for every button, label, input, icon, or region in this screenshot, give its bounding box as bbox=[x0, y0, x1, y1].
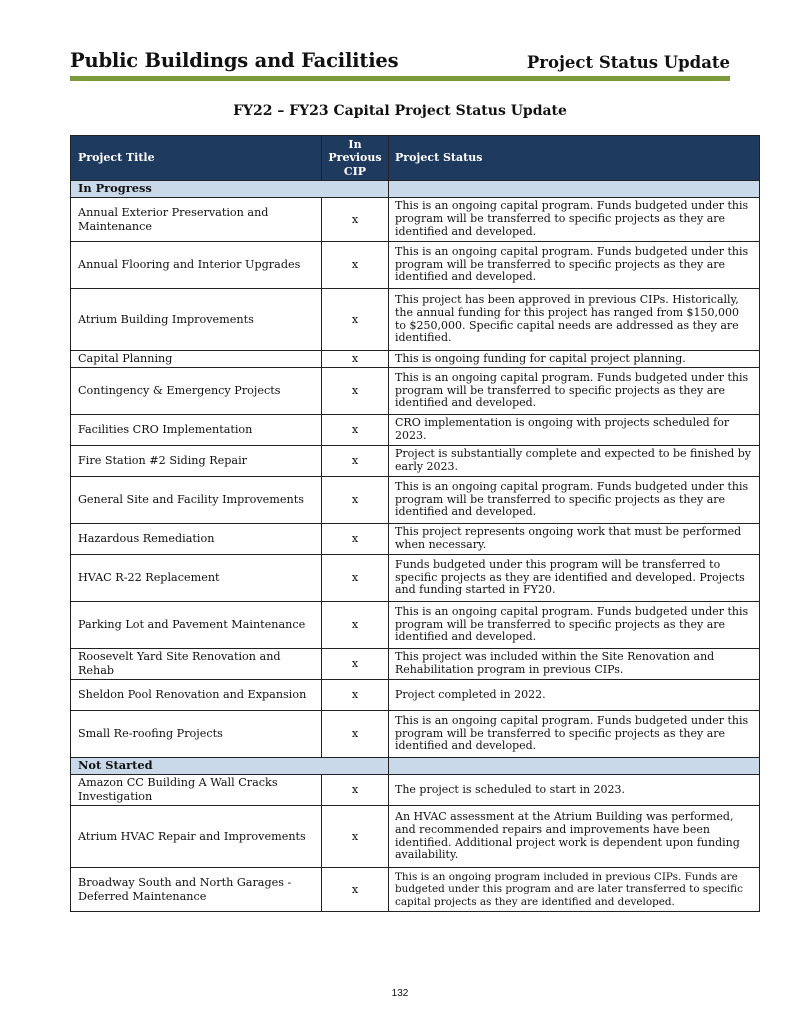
previous-cip-cell: x bbox=[322, 524, 389, 555]
project-title-cell: HVAC R-22 Replacement bbox=[71, 555, 322, 602]
project-status-cell: This is an ongoing capital program. Funds budgeted under this program will be transferred to specific projects as they are identified and developed. bbox=[389, 368, 760, 415]
project-title-cell: Annual Exterior Preservation and Maintenance bbox=[71, 198, 322, 242]
previous-cip-cell: x bbox=[322, 680, 389, 711]
column-header-project-title: Project Title bbox=[71, 136, 322, 181]
table-header-row bbox=[71, 136, 760, 181]
project-title-cell: Fire Station #2 Siding Repair bbox=[71, 446, 322, 477]
table-row bbox=[71, 477, 760, 524]
previous-cip-cell: x bbox=[322, 602, 389, 649]
table-row bbox=[71, 868, 760, 912]
project-status-cell: Project is substantially complete and expected to be finished by early 2023. bbox=[389, 446, 760, 477]
table-row bbox=[71, 649, 760, 680]
project-title-cell: Parking Lot and Pavement Maintenance bbox=[71, 602, 322, 649]
table-row bbox=[71, 368, 760, 415]
project-status-cell: Project completed in 2022. bbox=[389, 680, 760, 711]
previous-cip-cell: x bbox=[322, 351, 389, 368]
project-title-cell: Atrium HVAC Repair and Improvements bbox=[71, 806, 322, 868]
project-status-cell: An HVAC assessment at the Atrium Building was performed, and recommended repairs and improvements have been identified. Additional project work is dependent upon funding availability. bbox=[389, 806, 760, 868]
table-row bbox=[71, 555, 760, 602]
section-title: Public Buildings and Facilities bbox=[70, 49, 399, 72]
previous-cip-cell: x bbox=[322, 775, 389, 806]
project-status-cell: Funds budgeted under this program will be transferred to specific projects as they are identified and developed. Projects and funding started in FY20. bbox=[389, 555, 760, 602]
project-status-cell: This is an ongoing capital program. Funds budgeted under this program will be transferred to specific projects as they are identified and developed. bbox=[389, 602, 760, 649]
project-title-cell: Broadway South and North Garages - Deferred Maintenance bbox=[71, 868, 322, 912]
column-header-prev-line: In bbox=[348, 137, 362, 151]
previous-cip-cell: x bbox=[322, 555, 389, 602]
project-title-cell: Roosevelt Yard Site Renovation and Rehab bbox=[71, 649, 322, 680]
table-row bbox=[71, 242, 760, 289]
project-title-cell: Contingency & Emergency Projects bbox=[71, 368, 322, 415]
project-status-cell: This is an ongoing capital program. Funds budgeted under this program will be transferred to specific projects as they are identified and developed. bbox=[389, 711, 760, 758]
table-row bbox=[71, 602, 760, 649]
project-status-cell: The project is scheduled to start in 2023. bbox=[389, 775, 760, 806]
table-row bbox=[71, 775, 760, 806]
project-status-cell: This project was included within the Site Renovation and Rehabilitation program in previous CIPs. bbox=[389, 649, 760, 680]
section-label: In Progress bbox=[71, 181, 389, 198]
column-header-prev-line: Previous bbox=[328, 151, 382, 165]
section-row-not-started bbox=[71, 758, 760, 775]
table-row bbox=[71, 806, 760, 868]
table-row bbox=[71, 680, 760, 711]
table-row bbox=[71, 289, 760, 351]
project-title-cell: Capital Planning bbox=[71, 351, 322, 368]
table-row bbox=[71, 524, 760, 555]
section-row-in-progress bbox=[71, 181, 760, 198]
project-title-cell: Facilities CRO Implementation bbox=[71, 415, 322, 446]
project-status-cell: This is an ongoing capital program. Funds budgeted under this program will be transferred to specific projects as they are identified and developed. bbox=[389, 198, 760, 242]
project-title-cell: Annual Flooring and Interior Upgrades bbox=[71, 242, 322, 289]
previous-cip-cell: x bbox=[322, 289, 389, 351]
project-status-cell: CRO implementation is ongoing with projects scheduled for 2023. bbox=[389, 415, 760, 446]
project-status-table bbox=[70, 135, 760, 912]
project-status-cell: This project has been approved in previous CIPs. Historically, the annual funding for this project has ranged from $150,000 to $250,000. Specific capital needs are addressed as they are identified. bbox=[389, 289, 760, 351]
previous-cip-cell: x bbox=[322, 415, 389, 446]
previous-cip-cell: x bbox=[322, 198, 389, 242]
previous-cip-cell: x bbox=[322, 711, 389, 758]
previous-cip-cell: x bbox=[322, 242, 389, 289]
previous-cip-cell: x bbox=[322, 868, 389, 912]
section-spacer bbox=[389, 181, 760, 198]
project-title-cell: Hazardous Remediation bbox=[71, 524, 322, 555]
document-title: FY22 – FY23 Capital Project Status Update bbox=[233, 103, 567, 119]
project-status-cell: This project represents ongoing work that must be performed when necessary. bbox=[389, 524, 760, 555]
project-title-cell: Amazon CC Building A Wall Cracks Investigation bbox=[71, 775, 322, 806]
previous-cip-cell: x bbox=[322, 446, 389, 477]
project-title-cell: Small Re-roofing Projects bbox=[71, 711, 322, 758]
column-header-in-previous-cip bbox=[322, 136, 389, 181]
project-title-cell: General Site and Facility Improvements bbox=[71, 477, 322, 524]
project-status-cell: This is ongoing funding for capital project planning. bbox=[389, 351, 760, 368]
section-label: Not Started bbox=[71, 758, 389, 775]
table-row bbox=[71, 446, 760, 477]
table-row bbox=[71, 711, 760, 758]
previous-cip-cell: x bbox=[322, 806, 389, 868]
table-row bbox=[71, 198, 760, 242]
previous-cip-cell: x bbox=[322, 368, 389, 415]
table-row bbox=[71, 415, 760, 446]
project-title-cell: Sheldon Pool Renovation and Expansion bbox=[71, 680, 322, 711]
column-header-project-status: Project Status bbox=[389, 136, 760, 181]
page-number: 132 bbox=[391, 988, 409, 999]
page-type-title: Project Status Update bbox=[526, 53, 730, 72]
table-row bbox=[71, 351, 760, 368]
project-status-cell: This is an ongoing capital program. Funds budgeted under this program will be transferred to specific projects as they are identified and developed. bbox=[389, 242, 760, 289]
previous-cip-cell: x bbox=[322, 649, 389, 680]
project-status-cell: This is an ongoing program included in previous CIPs. Funds are budgeted under this program and are later transferred to specific capital projects as they are identified and developed. bbox=[389, 868, 760, 912]
project-status-cell: This is an ongoing capital program. Funds budgeted under this program will be transferred to specific projects as they are identified and developed. bbox=[389, 477, 760, 524]
header-rule bbox=[70, 76, 730, 81]
previous-cip-cell: x bbox=[322, 477, 389, 524]
column-header-prev-line: CIP bbox=[343, 164, 367, 178]
project-title-cell: Atrium Building Improvements bbox=[71, 289, 322, 351]
page-header bbox=[70, 46, 730, 72]
section-spacer bbox=[389, 758, 760, 775]
